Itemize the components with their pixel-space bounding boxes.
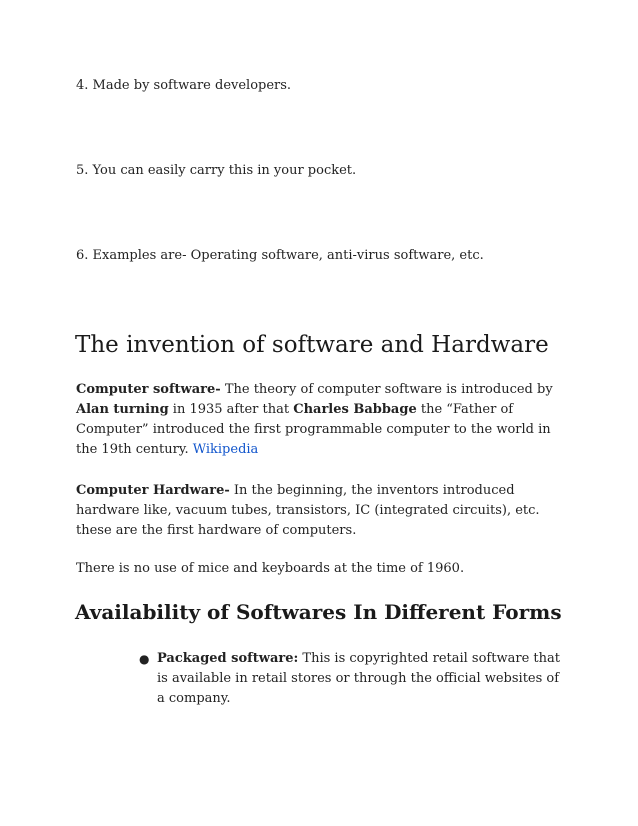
bullet-marker: ● — [139, 652, 150, 666]
software-text-1: The theory of computer software is introduced by — [220, 382, 553, 397]
bullet-item-packaged-software — [157, 649, 567, 709]
heading-availability: Availability of Softwares In Different Forms — [75, 600, 562, 624]
software-text-2: in 1935 after that — [168, 402, 294, 417]
label-packaged-software: Packaged software: — [157, 651, 299, 666]
list-item-4: 4. Made by software developers. — [76, 78, 292, 93]
list-item-5: 5. You can easily carry this in your pocket. — [76, 163, 357, 178]
paragraph-computer-software — [76, 380, 576, 460]
paragraph-mice-keyboards: There is no use of mice and keyboards at the time of 1960. — [76, 561, 465, 576]
packaged-software-text: This is copyrighted retail software that is available in retail stores or through the official websites of a company. — [157, 651, 560, 706]
label-computer-hardware: Computer Hardware- — [76, 483, 230, 498]
name-alan-turning: Alan turning — [76, 402, 169, 417]
hardware-text: In the beginning, the inventors introduced hardware like, vacuum tubes, transistors, IC (integrated circuits), etc. these are the first hardware of computers. — [76, 483, 540, 538]
software-text-3: the “Father of Computer” introduced the first programmable computer to the world in the 19th century. — [76, 402, 551, 457]
list-item-6: 6. Examples are- Operating software, anti-virus software, etc. — [76, 248, 484, 263]
name-charles-babbage: Charles Babbage — [293, 402, 417, 417]
heading-invention: The invention of software and Hardware — [75, 332, 549, 358]
paragraph-computer-hardware — [76, 481, 576, 541]
wikipedia-link[interactable]: Wikipedia — [192, 442, 259, 457]
label-computer-software: Computer software- — [76, 382, 221, 397]
